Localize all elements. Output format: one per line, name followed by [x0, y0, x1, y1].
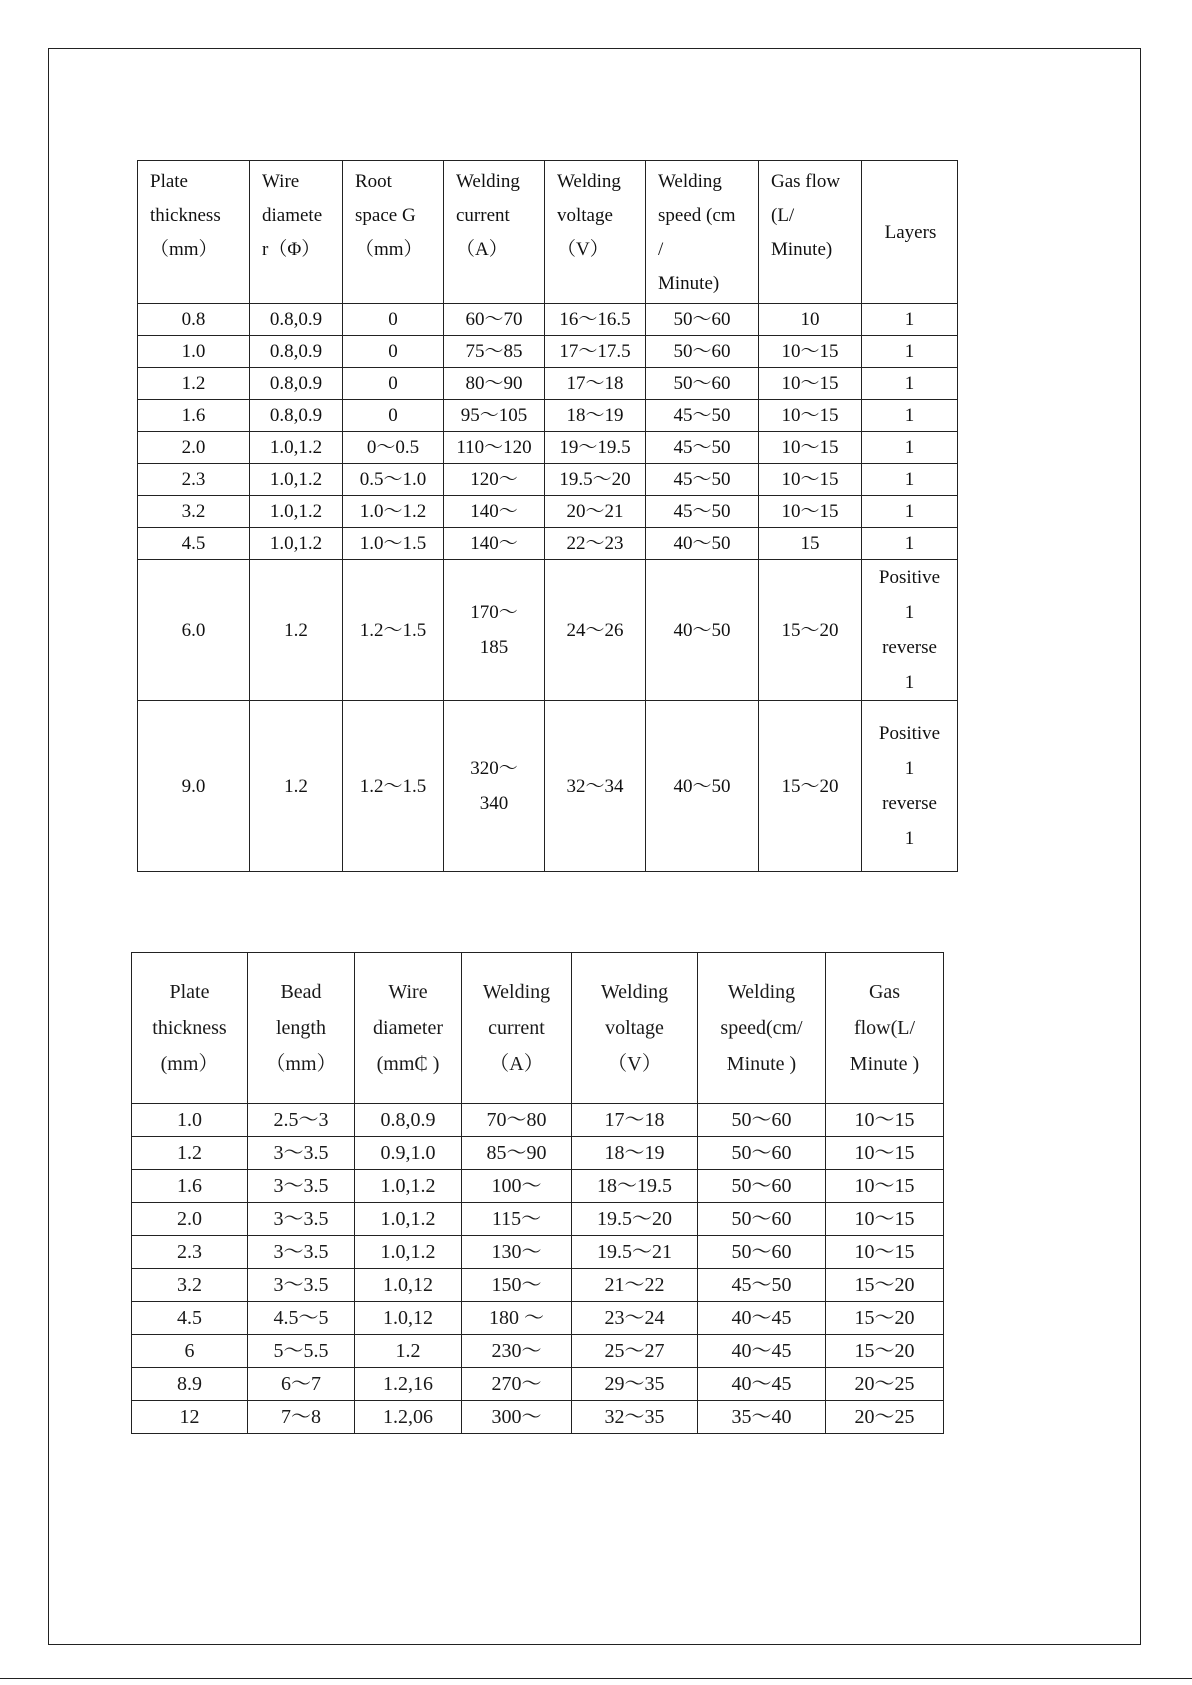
table1-cell: 60～70: [444, 304, 545, 336]
table2-header-cell: [355, 953, 462, 1104]
table1-cell: 0.8,0.9: [250, 336, 343, 368]
table2-cell: 10～15: [826, 1137, 944, 1170]
table2-cell: 15～20: [826, 1302, 944, 1335]
table1-header-line: speed (cm: [658, 205, 736, 226]
table1-cell: 4.5: [138, 528, 250, 560]
table1-cell-line: Positive: [878, 567, 941, 588]
table2-cell: 6～7: [248, 1368, 355, 1401]
table2-header-line: Minute ): [726, 1053, 797, 1075]
table2-header-line: length: [276, 1017, 326, 1039]
table2-header-line: Plate: [169, 981, 210, 1003]
table2-cell: 7～8: [248, 1401, 355, 1434]
table1-header-row: [138, 161, 958, 304]
table1-header-line: Gas flow: [771, 171, 841, 192]
table1-cell: 20～21: [545, 496, 646, 528]
table2-cell: 3～3.5: [248, 1236, 355, 1269]
table1-header-line: Wire: [262, 171, 300, 192]
table2-row: [132, 1203, 944, 1236]
table1-cell: 1: [862, 336, 958, 368]
table2-cell: 50～60: [698, 1104, 826, 1137]
table2-header-line: Welding: [482, 981, 551, 1003]
table1-cell: 50～60: [646, 304, 759, 336]
table1-cell-line: 1: [904, 828, 915, 849]
table2-cell: 70～80: [462, 1104, 572, 1137]
table2-header-cell: [132, 953, 248, 1104]
table1-cell: 17～17.5: [545, 336, 646, 368]
table2-cell: 1.2,06: [355, 1401, 462, 1434]
table2-cell: 130～: [462, 1236, 572, 1269]
table1-row: [138, 432, 958, 464]
table1-cell: 45～50: [646, 464, 759, 496]
table1-row: [138, 464, 958, 496]
table1-header-line: （V）: [557, 239, 609, 260]
table1-cell: 1.2: [250, 701, 343, 872]
table2-cell: 8.9: [132, 1368, 248, 1401]
table1-cell: 10～15: [759, 336, 862, 368]
table2-cell: 2.0: [132, 1203, 248, 1236]
table1-cell-line: 320～: [470, 758, 518, 779]
table1-cell: 1.2～1.5: [343, 701, 444, 872]
table2-header-line: （mm）: [265, 1053, 337, 1075]
table1-cell: 1.0: [138, 336, 250, 368]
welding-parameters-table-1: [137, 160, 958, 872]
table1-cell: 40～50: [646, 560, 759, 701]
table1-cell: [862, 701, 958, 872]
table1-header-line: Welding: [456, 171, 520, 192]
table1-cell: 110～120: [444, 432, 545, 464]
table2-header-line: Gas: [868, 981, 901, 1003]
table1-cell: 9.0: [138, 701, 250, 872]
table1-cell: 1: [862, 528, 958, 560]
table1-cell: 1.0,1.2: [250, 528, 343, 560]
table1-cell: 0.5～1.0: [343, 464, 444, 496]
table2-cell: 1.6: [132, 1170, 248, 1203]
table2-cell: 1.0,12: [355, 1302, 462, 1335]
table1-cell: 15: [759, 528, 862, 560]
table2-cell: 15～20: [826, 1269, 944, 1302]
table1-row: [138, 528, 958, 560]
table1-cell: 6.0: [138, 560, 250, 701]
table2-row: [132, 1368, 944, 1401]
table2-cell: 1.0,1.2: [355, 1170, 462, 1203]
table2-cell: 300～: [462, 1401, 572, 1434]
table2-header-line: （V）: [607, 1053, 662, 1075]
table1-cell: 1: [862, 368, 958, 400]
table2-cell: 3～3.5: [248, 1137, 355, 1170]
table1-cell: 45～50: [646, 400, 759, 432]
table1-cell: 120～: [444, 464, 545, 496]
table1-header-line: /: [658, 239, 664, 260]
table2-cell: 150～: [462, 1269, 572, 1302]
table1-row: [138, 400, 958, 432]
table2-cell: 1.0,1.2: [355, 1203, 462, 1236]
table1-cell: 22～23: [545, 528, 646, 560]
table2-cell: 21～22: [572, 1269, 698, 1302]
table1-cell-line: 170～: [470, 602, 518, 623]
table1-header-cell: [545, 161, 646, 304]
table2-cell: 10～15: [826, 1203, 944, 1236]
table1-cell: 1.2: [138, 368, 250, 400]
table2-cell: 2.3: [132, 1236, 248, 1269]
table1-row: [138, 336, 958, 368]
table2-cell: 115～: [462, 1203, 572, 1236]
table1-cell: 15～20: [759, 560, 862, 701]
table1-cell-line: reverse: [882, 637, 937, 658]
table1-header-cell: [646, 161, 759, 304]
table2-cell: 180 ～: [462, 1302, 572, 1335]
table1-header-line: voltage: [557, 205, 613, 226]
table1-cell: 10～15: [759, 400, 862, 432]
table2-cell: 10～15: [826, 1104, 944, 1137]
table2-cell: 50～60: [698, 1137, 826, 1170]
table2-cell: 270～: [462, 1368, 572, 1401]
table1-row: [138, 496, 958, 528]
table2-cell: 18～19: [572, 1137, 698, 1170]
table2-cell: 1.2: [132, 1137, 248, 1170]
table1-row: [138, 560, 958, 701]
table1-cell: 0.8,0.9: [250, 304, 343, 336]
table1-cell: 0.8: [138, 304, 250, 336]
table1-cell: 0: [343, 336, 444, 368]
table2-cell: 3～3.5: [248, 1170, 355, 1203]
table2-cell: 3～3.5: [248, 1269, 355, 1302]
table1-cell: 45～50: [646, 432, 759, 464]
table1-cell-line: reverse: [882, 793, 937, 814]
table1-cell: 140～: [444, 496, 545, 528]
table1-header-line: Layers: [884, 222, 937, 243]
table1-cell: 10～15: [759, 464, 862, 496]
table1-cell: 0: [343, 400, 444, 432]
table1-cell: 1: [862, 432, 958, 464]
table1-cell-line: 1: [904, 758, 915, 779]
table2-cell: 10～15: [826, 1236, 944, 1269]
table1-header-cell: [862, 161, 958, 304]
table1-header-line: Minute): [658, 273, 720, 294]
table1-cell: [444, 560, 545, 701]
table2-cell: 23～24: [572, 1302, 698, 1335]
table2-header-line: Wire: [388, 981, 428, 1003]
table1-row: [138, 701, 958, 872]
table2-cell: 40～45: [698, 1368, 826, 1401]
table1-cell: 10～15: [759, 432, 862, 464]
table1-cell: 1: [862, 496, 958, 528]
table1-cell: 1: [862, 400, 958, 432]
table2-cell: 35～40: [698, 1401, 826, 1434]
table1-cell: 0.8,0.9: [250, 400, 343, 432]
table2-row: [132, 1269, 944, 1302]
table1-header-line: Welding: [557, 171, 621, 192]
table1-cell: 17～18: [545, 368, 646, 400]
table1-header-line: Welding: [658, 171, 722, 192]
table2-cell: 230～: [462, 1335, 572, 1368]
table2-header-line: Minute ): [849, 1053, 920, 1075]
table2-cell: 2.5～3: [248, 1104, 355, 1137]
table1-cell: 2.3: [138, 464, 250, 496]
table2-header-line: current: [488, 1017, 545, 1039]
table1-cell: 24～26: [545, 560, 646, 701]
table2-header-cell: [462, 953, 572, 1104]
table1-cell: 1.0～1.5: [343, 528, 444, 560]
table1-cell: 32～34: [545, 701, 646, 872]
table2-cell: 19.5～21: [572, 1236, 698, 1269]
table2-header-line: diameter: [373, 1017, 443, 1039]
table1-cell: 18～19: [545, 400, 646, 432]
table1-header-cell: [343, 161, 444, 304]
table2-header-line: (mm₵ ): [376, 1053, 440, 1075]
table2-header-cell: [698, 953, 826, 1104]
table1-row: [138, 304, 958, 336]
table1-cell-line: 1: [904, 602, 915, 623]
table2-cell: 4.5: [132, 1302, 248, 1335]
table1-cell: 3.2: [138, 496, 250, 528]
table1-row: [138, 368, 958, 400]
table1-cell: 45～50: [646, 496, 759, 528]
table1-cell: 0～0.5: [343, 432, 444, 464]
table1-cell: 1.6: [138, 400, 250, 432]
table2-row: [132, 1104, 944, 1137]
table2-cell: 0.9,1.0: [355, 1137, 462, 1170]
table2-cell: 12: [132, 1401, 248, 1434]
table2-header-line: Bead: [280, 981, 322, 1003]
table2-cell: 1.0,12: [355, 1269, 462, 1302]
table1-cell: 19～19.5: [545, 432, 646, 464]
table2-header-line: Welding: [600, 981, 669, 1003]
table1-cell: 1.0,1.2: [250, 432, 343, 464]
table2-cell: 1.0: [132, 1104, 248, 1137]
table2-cell: 25～27: [572, 1335, 698, 1368]
table2-header-line: Welding: [727, 981, 796, 1003]
table2-cell: 50～60: [698, 1170, 826, 1203]
table1-cell-line: 340: [479, 793, 509, 814]
table2-cell: 20～25: [826, 1401, 944, 1434]
table1-header-line: （mm）: [150, 239, 218, 260]
table2-cell: 18～19.5: [572, 1170, 698, 1203]
table1-cell: 1.0,1.2: [250, 496, 343, 528]
table2-cell: 29～35: [572, 1368, 698, 1401]
table2-row: [132, 1137, 944, 1170]
table2-header-cell: [572, 953, 698, 1104]
table1-cell: [862, 560, 958, 701]
table2-cell: 15～20: [826, 1335, 944, 1368]
table1-cell-line: 1: [904, 672, 915, 693]
table2-row: [132, 1170, 944, 1203]
table2-cell: 10～15: [826, 1170, 944, 1203]
table2-row: [132, 1401, 944, 1434]
table2-cell: 50～60: [698, 1203, 826, 1236]
table1-cell: 95～105: [444, 400, 545, 432]
table1-header-line: diamete: [262, 205, 323, 226]
table1-cell: 15～20: [759, 701, 862, 872]
table2-header-line: speed(cm/: [720, 1017, 803, 1039]
table2-header-line: (mm）: [160, 1053, 219, 1075]
table2-cell: 45～50: [698, 1269, 826, 1302]
table2-header-line: （A）: [489, 1053, 544, 1075]
table1-cell: 1: [862, 304, 958, 336]
table2-cell: 1.2: [355, 1335, 462, 1368]
table1-cell: 50～60: [646, 336, 759, 368]
table1-cell: 1.0～1.2: [343, 496, 444, 528]
bottom-rule: [0, 1678, 1192, 1679]
table1-cell: 1.2～1.5: [343, 560, 444, 701]
table2-cell: 50～60: [698, 1236, 826, 1269]
table2-header-cell: [248, 953, 355, 1104]
table1-cell: 40～50: [646, 528, 759, 560]
table2-cell: 5～5.5: [248, 1335, 355, 1368]
table1-header-cell: [250, 161, 343, 304]
table1-header-line: （A）: [456, 239, 508, 260]
table2-cell: 17～18: [572, 1104, 698, 1137]
table2-row: [132, 1335, 944, 1368]
table2-row: [132, 1302, 944, 1335]
table1-cell: 2.0: [138, 432, 250, 464]
table1-cell: 0: [343, 368, 444, 400]
table1-cell: 1.2: [250, 560, 343, 701]
table1-cell-line: Positive: [878, 723, 941, 744]
table1-header-line: r（Φ）: [262, 239, 321, 260]
table1-header-line: Root: [355, 171, 392, 192]
table1-cell: 16～16.5: [545, 304, 646, 336]
table2-cell: 1.2,16: [355, 1368, 462, 1401]
table1-cell: [444, 701, 545, 872]
table2-row: [132, 1236, 944, 1269]
table2-cell: 3～3.5: [248, 1203, 355, 1236]
table2-cell: 40～45: [698, 1302, 826, 1335]
table2-cell: 3.2: [132, 1269, 248, 1302]
table1-cell: 75～85: [444, 336, 545, 368]
table2-cell: 32～35: [572, 1401, 698, 1434]
table1-cell: 10: [759, 304, 862, 336]
table2-header-cell: [826, 953, 944, 1104]
table1-header-line: （mm）: [355, 239, 423, 260]
table1-cell: 10～15: [759, 496, 862, 528]
table2-cell: 40～45: [698, 1335, 826, 1368]
table2-header-line: flow(L/: [853, 1017, 916, 1039]
table1-header-line: Minute): [771, 239, 833, 260]
table2-cell: 85～90: [462, 1137, 572, 1170]
table2-cell: 100～: [462, 1170, 572, 1203]
table1-header-line: Plate: [150, 171, 188, 192]
table1-cell: 19.5～20: [545, 464, 646, 496]
table2-header-line: voltage: [605, 1017, 664, 1039]
table2-cell: 1.0,1.2: [355, 1236, 462, 1269]
table2-header-row: [132, 953, 944, 1104]
table1-cell: 140～: [444, 528, 545, 560]
table1-header-line: (L/: [771, 205, 795, 226]
table1-cell: 0.8,0.9: [250, 368, 343, 400]
table1-header-line: thickness: [150, 205, 221, 226]
table2-header-line: thickness: [152, 1017, 227, 1039]
table2-cell: 6: [132, 1335, 248, 1368]
table1-cell: 1.0,1.2: [250, 464, 343, 496]
table1-cell-line: 185: [479, 637, 509, 658]
table1-header-cell: [138, 161, 250, 304]
table1-cell: 40～50: [646, 701, 759, 872]
table1-header-line: current: [456, 205, 510, 226]
table1-cell: 0: [343, 304, 444, 336]
table1-header-line: space G: [355, 205, 416, 226]
table2-cell: 4.5～5: [248, 1302, 355, 1335]
table2-cell: 20～25: [826, 1368, 944, 1401]
welding-parameters-table-2: [131, 952, 944, 1434]
table1-header-cell: [444, 161, 545, 304]
table1-cell: 10～15: [759, 368, 862, 400]
table1-cell: 80～90: [444, 368, 545, 400]
table1-cell: 1: [862, 464, 958, 496]
table2-cell: 0.8,0.9: [355, 1104, 462, 1137]
table1-header-cell: [759, 161, 862, 304]
table1-cell: 50～60: [646, 368, 759, 400]
table2-cell: 19.5～20: [572, 1203, 698, 1236]
